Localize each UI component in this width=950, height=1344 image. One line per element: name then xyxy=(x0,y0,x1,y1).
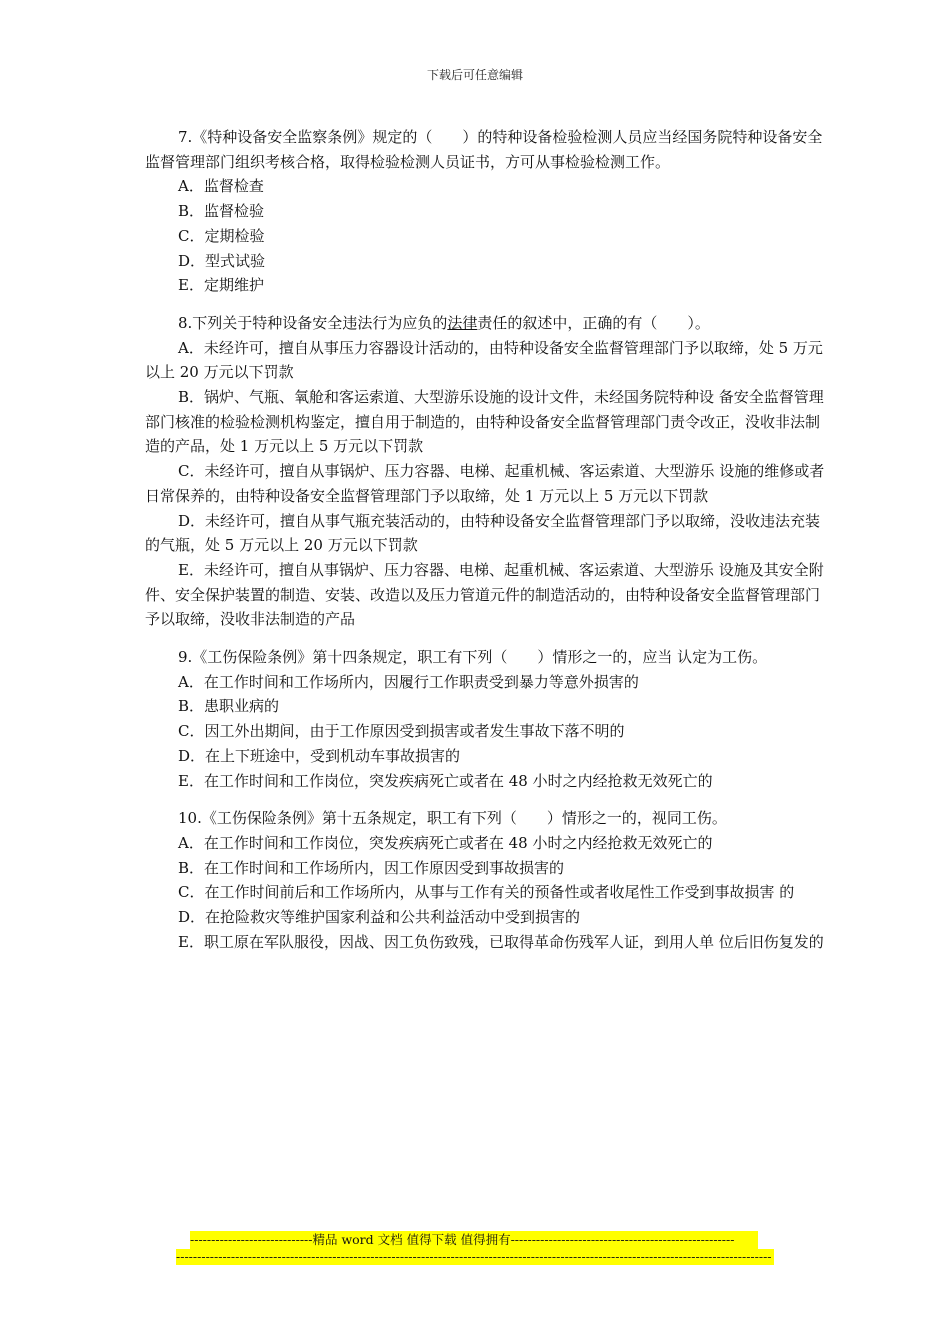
option-e: E．未经许可，擅自从事锅炉、压力容器、电梯、起重机械、客运索道、大型游乐 设施及其安全附件、安全保护装置的制造、安装、改造以及压力管道元件的制造活动的，由特种设备安全监督管理部门予以取缔，没收非法制造的产品 xyxy=(145,560,824,629)
option-a: A．未经许可，擅自从事压力容器设计活动的，由特种设备安全监督管理部门予以取缔，处 5 万元以上 20 万元以下罚款 xyxy=(145,338,823,382)
footer-banner: -----------------------------精品 word 文档 值得下载 值得拥有----------------------------------------------------- xyxy=(190,1231,758,1249)
question-9 xyxy=(145,645,825,793)
page-header: 下载后可任意编辑 xyxy=(426,68,523,82)
option-e: E．定期维护 xyxy=(178,276,264,295)
question-stem: 10.《工伤保险条例》第十五条规定，职工有下列（ ）情形之一的，视同工伤。 xyxy=(178,809,727,828)
question-7 xyxy=(145,125,825,298)
stem-text: 8.下列关于特种设备安全违法行为应负的 xyxy=(178,313,448,332)
question-8 xyxy=(145,311,825,632)
option-d: D．未经许可，擅自从事气瓶充装活动的，由特种设备安全监督管理部门予以取缔，没收违法充装的气瓶，处 5 万元以上 20 万元以下罚款 xyxy=(145,511,821,555)
option-b: B．监督检验 xyxy=(178,202,265,221)
underlined-term: 法律 xyxy=(447,313,478,332)
question-stem: 9.《工伤保险条例》第十四条规定，职工有下列（ ）情形之一的，应当 认定为工伤。 xyxy=(178,648,768,667)
stem-text: 责任的叙述中，正确的有（ ）。 xyxy=(477,313,710,332)
option-c: C．在工作时间前后和工作场所内，从事与工作有关的预备性或者收尾性工作受到事故损害 的 xyxy=(178,883,795,902)
option-d: D．在抢险救灾等维护国家利益和公共利益活动中受到损害的 xyxy=(178,908,581,927)
option-d: D．型式试验 xyxy=(178,251,266,270)
option-c: C．未经许可，擅自从事锅炉、压力容器、电梯、起重机械、客运索道、大型游乐 设施的维修或者日常保养的，由特种设备安全监督管理部门予以取缔，处 1 万元以上 5 万元以下罚款 xyxy=(145,462,825,505)
option-a: A．在工作时间和工作场所内，因履行工作职责受到暴力等意外损害的 xyxy=(178,672,639,691)
option-a: A．在工作时间和工作岗位，突发疾病死亡或者在 48 小时之内经抢救无效死亡的 xyxy=(178,833,713,852)
question-10 xyxy=(145,806,825,954)
option-b: B．在工作时间和工作场所内，因工作原因受到事故损害的 xyxy=(178,858,565,877)
option-a: A．监督检查 xyxy=(178,177,264,196)
footer-divider: --------------------------------------------------------------------------------------------------------------------------------------------- xyxy=(176,1249,774,1265)
option-e: E．在工作时间和工作岗位，突发疾病死亡或者在 48 小时之内经抢救无效死亡的 xyxy=(178,771,713,790)
option-b: B．锅炉、气瓶、氧舱和客运索道、大型游乐设施的设计文件，未经国务院特种设 备安全监督管理部门核准的检验检测机构鉴定，擅自用于制造的，由特种设备安全监督管理部门责令改正，没收非法制造的产品，处 1 万元以上 5 万元以下罚款 xyxy=(145,388,824,456)
option-c: C．定期检验 xyxy=(178,226,265,245)
option-e: E．职工原在军队服役，因战、因工负伤致残，已取得革命伤残军人证，到用人单 位后旧伤复发的 xyxy=(178,932,824,951)
question-stem xyxy=(145,311,825,336)
option-c: C．因工外出期间，由于工作原因受到损害或者发生事故下落不明的 xyxy=(178,722,625,741)
option-d: D．在上下班途中，受到机动车事故损害的 xyxy=(178,746,461,765)
option-b: B．患职业病的 xyxy=(178,697,280,716)
document-body xyxy=(145,125,825,968)
question-stem: 7.《特种设备安全监察条例》规定的（ ）的特种设备检验检测人员应当经国务院特种设备安全监督管理部门组织考核合格，取得检验检测人员证书，方可从事检验检测工作。 xyxy=(145,128,823,171)
